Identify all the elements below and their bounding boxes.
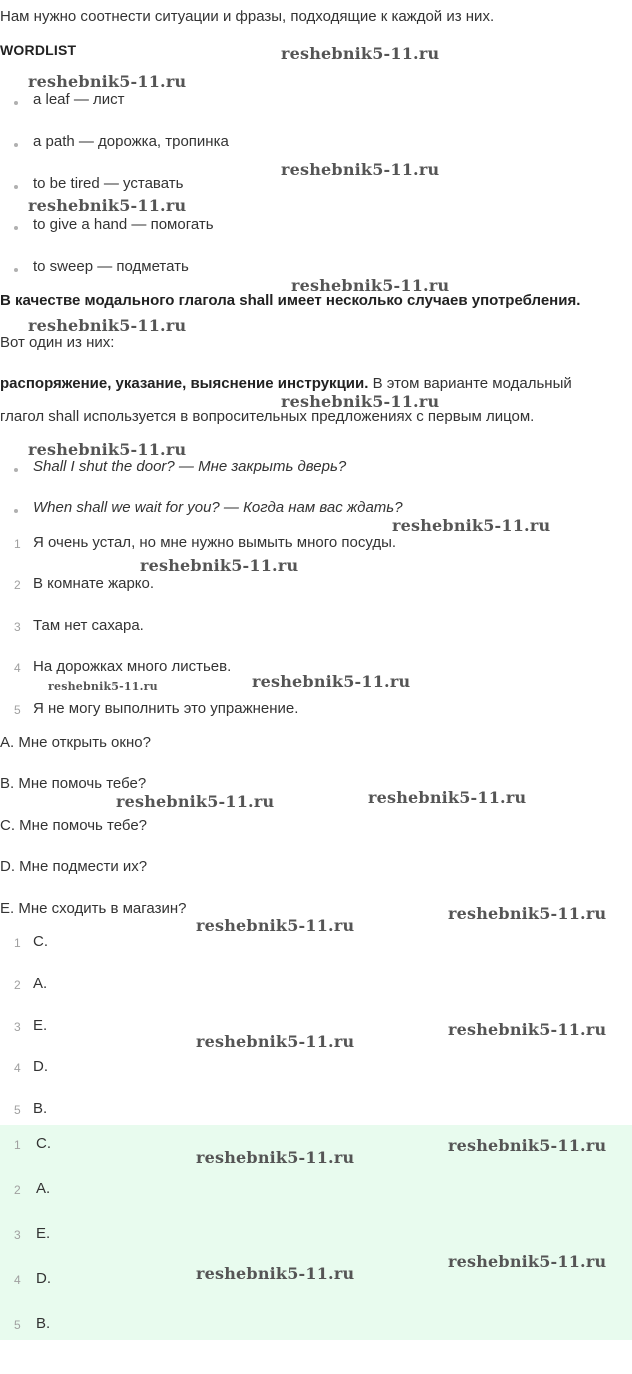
watermark: reshebnik5-11.ru xyxy=(28,440,187,459)
item-number: 5 xyxy=(14,1103,21,1117)
watermark: reshebnik5-11.ru xyxy=(281,392,440,411)
item-number: 1 xyxy=(14,1138,21,1152)
watermark: reshebnik5-11.ru xyxy=(28,316,187,335)
example-sentence: When shall we wait for you? — Когда нам вас ждать? xyxy=(33,499,403,516)
watermark: reshebnik5-11.ru xyxy=(196,1032,355,1051)
answer-text: E. xyxy=(36,1225,51,1242)
bullet-icon xyxy=(14,509,18,513)
wordlist-item: to be tired — уставать xyxy=(33,175,184,192)
item-number: 4 xyxy=(14,1061,21,1075)
item-number: 1 xyxy=(14,537,21,551)
grammar-subline: Вот один из них: xyxy=(0,334,115,351)
watermark: reshebnik5-11.ru xyxy=(196,916,355,935)
item-number: 3 xyxy=(14,1020,21,1034)
bullet-icon xyxy=(14,143,18,147)
situation-text: В комнате жарко. xyxy=(33,575,155,592)
bullet-icon xyxy=(14,468,18,472)
phrase-option: C. Мне помочь тебе? xyxy=(0,817,148,834)
answer-text: B. xyxy=(33,1100,48,1117)
watermark: reshebnik5-11.ru xyxy=(28,72,187,91)
phrase-option: A. Мне открыть окно? xyxy=(0,734,151,751)
answer-highlight-block xyxy=(0,1125,632,1340)
grammar-rule-bold: распоряжение, указание, выяснение инструкции. xyxy=(0,375,369,392)
watermark: reshebnik5-11.ru xyxy=(48,680,158,693)
intro-text: Нам нужно соотнести ситуации и фразы, подходящие к каждой из них. xyxy=(0,8,495,25)
watermark: reshebnik5-11.ru xyxy=(196,1148,355,1167)
watermark: reshebnik5-11.ru xyxy=(448,1020,607,1039)
wordlist-item: to give a hand — помогать xyxy=(33,216,214,233)
answer-text: B. xyxy=(36,1315,51,1332)
answer-text: D. xyxy=(36,1270,51,1287)
watermark: reshebnik5-11.ru xyxy=(252,672,411,691)
situation-text: Я очень устал, но мне нужно вымыть много посуды. xyxy=(33,534,397,551)
example-sentence: Shall I shut the door? — Мне закрыть дверь? xyxy=(33,458,347,475)
item-number: 5 xyxy=(14,1318,21,1332)
watermark: reshebnik5-11.ru xyxy=(448,1252,607,1271)
phrase-option: E. Мне сходить в магазин? xyxy=(0,900,187,917)
item-number: 2 xyxy=(14,978,21,992)
watermark: reshebnik5-11.ru xyxy=(368,788,527,807)
bullet-icon xyxy=(14,101,18,105)
watermark: reshebnik5-11.ru xyxy=(448,904,607,923)
bullet-icon xyxy=(14,185,18,189)
answer-text: E. xyxy=(33,1017,48,1034)
answer-text: A. xyxy=(36,1180,51,1197)
watermark: reshebnik5-11.ru xyxy=(448,1136,607,1155)
item-number: 3 xyxy=(14,620,21,634)
item-number: 5 xyxy=(14,703,21,717)
phrase-option: D. Мне подмести их? xyxy=(0,858,148,875)
item-number: 1 xyxy=(14,936,21,950)
item-number: 2 xyxy=(14,578,21,592)
watermark: reshebnik5-11.ru xyxy=(140,556,299,575)
watermark: reshebnik5-11.ru xyxy=(291,276,450,295)
wordlist-item: to sweep — подметать xyxy=(33,258,189,275)
answer-text: C. xyxy=(36,1135,51,1152)
item-number: 2 xyxy=(14,1183,21,1197)
grammar-rule-rest: В этом варианте модальный xyxy=(368,375,572,392)
situation-text: На дорожках много листьев. xyxy=(33,658,232,675)
watermark: reshebnik5-11.ru xyxy=(281,160,440,179)
wordlist-item: a leaf — лист xyxy=(33,91,125,108)
wordlist-title: WORDLIST xyxy=(0,42,77,58)
answer-text: D. xyxy=(33,1058,48,1075)
answer-text: A. xyxy=(33,975,48,992)
bullet-icon xyxy=(14,226,18,230)
grammar-heading: В качестве модального глагола shall имеет несколько случаев употребления. xyxy=(0,292,581,309)
item-number: 4 xyxy=(14,661,21,675)
grammar-rule xyxy=(0,375,572,392)
watermark: reshebnik5-11.ru xyxy=(196,1264,355,1283)
item-number: 3 xyxy=(14,1228,21,1242)
watermark: reshebnik5-11.ru xyxy=(281,44,440,63)
watermark: reshebnik5-11.ru xyxy=(392,516,551,535)
watermark: reshebnik5-11.ru xyxy=(116,792,275,811)
wordlist-item: a path — дорожка, тропинка xyxy=(33,133,229,150)
situation-text: Там нет сахара. xyxy=(33,617,144,634)
watermark: reshebnik5-11.ru xyxy=(28,196,187,215)
grammar-rule-line2: глагол shall используется в вопросительных предложениях с первым лицом. xyxy=(0,408,535,425)
phrase-option: B. Мне помочь тебе? xyxy=(0,775,147,792)
situation-text: Я не могу выполнить это упражнение. xyxy=(33,700,299,717)
item-number: 4 xyxy=(14,1273,21,1287)
bullet-icon xyxy=(14,268,18,272)
answer-text: C. xyxy=(33,933,48,950)
